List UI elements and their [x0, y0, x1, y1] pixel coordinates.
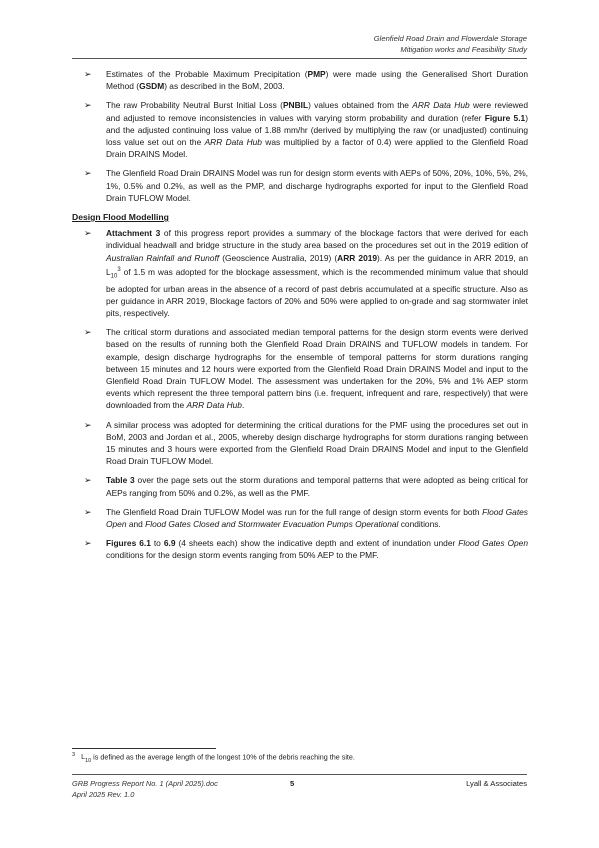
bold-term: PMP — [307, 69, 326, 79]
italic-term: Australian Rainfall and Runoff — [106, 252, 220, 263]
list-item — [72, 326, 528, 411]
list-item — [72, 474, 528, 498]
footnote — [72, 752, 355, 764]
figure-reference: 6.9 — [163, 538, 176, 549]
footer-document-info — [72, 779, 218, 800]
bold-term: PNBIL — [282, 100, 309, 111]
bullet-list-top — [72, 68, 528, 204]
section-heading: Design Flood Modelling — [72, 212, 169, 223]
header-subtitle: Mitigation works and Feasibility Study — [400, 44, 527, 54]
text: ) and the adjusted continuing loss value of 1.88 mm/hr (derived by multiplying the raw (or unadjusted) continuing loss value set out on the — [106, 112, 528, 148]
text: of this progress report provides a summary of the blockage factors that were derived for each individual headwall and bridge structure in the study area based on the procedures set out in the 2019 edition of — [106, 228, 528, 251]
bold-term: GSDM — [139, 81, 165, 92]
arrow-bullet-icon: ➢ — [84, 228, 92, 239]
text: and — [126, 518, 146, 529]
text: ) values obtained from the — [308, 100, 413, 111]
footnote-text: is defined as the average length of the longest 10% of the debris reaching the site. — [91, 752, 355, 762]
subscript: 10 — [110, 273, 118, 280]
text: (Geoscience Australia, 2019) ( — [219, 252, 338, 263]
page-number: 5 — [290, 779, 295, 788]
text: ). As per the guidance in ARR 2019, an L — [106, 252, 528, 277]
text: (4 sheets each) show the indicative depth and extent of inundation under — [175, 538, 459, 549]
footnote-marker: 3 — [117, 266, 121, 273]
figure-reference: Figures 6.1 — [106, 538, 151, 549]
italic-term: Flood Gates Closed and Stormwater Evacuation Pumps Operational — [145, 518, 399, 529]
table-reference: Table 3 — [106, 475, 135, 486]
text: ) as described in the BoM, 2003. — [164, 81, 285, 92]
footer-company: Lyall & Associates — [466, 779, 527, 788]
arrow-bullet-icon: ➢ — [84, 419, 92, 430]
text: A similar process was adopted for determining the critical durations for the PMF using the procedures set out in BoM, 2003 and Jordan et al., 2005, whereby design discharge hydrographs for storm durations ranging between 15 minutes and 3 hours were exported from the Glenfield Road Drain DRAINS Model and input to the Glenfield Road Drain TUFLOW Model. — [106, 419, 528, 467]
text: The critical storm durations and associated median temporal patterns for the design storm events were derived based on the results of running both the Glenfield Road Drain DRAINS and TUFLOW models in tandem. For example, design discharge hydrographs for the ensemble of temporal patterns for storm durations ranging between 15 minutes and 12 hours were exported from the Glenfield Road Drain DRAINS Model and input to the Glenfield Road Drain TUFLOW Model. The assessment was undertaken for the 20%, 5% and 1% AEP storm events which represent the three temporal pattern bins (i.e. frequent, infrequent and rare, respectively) that were downloaded from the — [106, 327, 528, 411]
text: was multiplied by a factor of 0.4) were applied to the Glenfield Road Drain DRAINS Model. — [106, 137, 529, 160]
arrow-bullet-icon: ➢ — [84, 100, 92, 111]
italic-term: ARR Data Hub — [204, 137, 262, 148]
footnote-number: 3 — [72, 752, 76, 758]
page-header — [374, 34, 527, 55]
arrow-bullet-icon: ➢ — [84, 538, 92, 549]
arrow-bullet-icon: ➢ — [84, 168, 92, 179]
page-body — [72, 68, 528, 569]
text: L — [81, 752, 86, 762]
list-item — [72, 419, 528, 468]
footer-revision: April 2025 Rev. 1.0 — [72, 789, 135, 799]
text: to — [150, 538, 164, 549]
text: over the page sets out the storm durations and temporal patterns that were adopted as being critical for AEPs ranging from 50% and 0.2%, as well as the PMF. — [106, 475, 528, 498]
list-item — [72, 99, 528, 160]
italic-term: ARR Data Hub — [412, 100, 470, 111]
list-item — [72, 227, 528, 319]
figure-reference: Figure 5.1 — [484, 112, 526, 123]
bullet-list-main — [72, 227, 528, 561]
header-title: Glenfield Road Drain and Flowerdale Storage — [373, 34, 527, 43]
list-item — [72, 167, 528, 204]
footer-divider — [72, 774, 527, 775]
italic-term: Flood Gates Open — [458, 538, 528, 549]
bold-term: ARR 2019 — [337, 252, 378, 263]
attachment-reference: Attachment 3 — [106, 228, 161, 239]
arrow-bullet-icon: ➢ — [84, 327, 92, 338]
text: were reviewed and adjusted to remove inconsistencies in values with varying storm probability and duration (refer — [106, 100, 528, 123]
text: The Glenfield Road Drain TUFLOW Model was run for the full range of design storm events for both — [106, 506, 483, 517]
italic-term: Flood Gates Open — [106, 506, 528, 529]
text: The Glenfield Road Drain DRAINS Model was run for design storm events with AEPs of 50%, 20%, 10%, 5%, 2%, 1%, 0.5% and 0.2%, as well as the PMP, and discharge hydrographs exported for input to the Glenfield Road Drain TUFLOW Model. — [106, 168, 528, 203]
arrow-bullet-icon: ➢ — [84, 475, 92, 486]
italic-term: ARR Data Hub — [186, 400, 242, 411]
text: Estimates of the Probable Maximum Precipitation ( — [106, 69, 308, 79]
footnote-divider — [72, 748, 216, 749]
subscript: 10 — [85, 757, 92, 764]
text: of 1.5 m was adopted for the blockage assessment, which is the recommended minimum value that should be adopted for urban areas in the absence of a record of past debris accumulated at a specific structure. Also as per guidance in ARR 2019, Blockage factors of 20% and 50% were applied to on-grade and sag stormwater inlet pits, respectively. — [106, 266, 528, 318]
arrow-bullet-icon: ➢ — [84, 69, 92, 79]
text: conditions for the design storm events ranging from 50% AEP to the PMF. — [106, 550, 379, 561]
text: The raw Probability Neutral Burst Initial Loss ( — [106, 100, 283, 111]
arrow-bullet-icon: ➢ — [84, 506, 92, 517]
text: ) were made using the Generalised Short Duration Method ( — [106, 69, 528, 92]
header-divider — [72, 58, 527, 59]
list-item — [72, 537, 528, 561]
text: conditions. — [398, 518, 441, 529]
list-item — [72, 68, 528, 92]
list-item — [72, 506, 528, 530]
text: . — [241, 400, 245, 411]
footer-filename: GRB Progress Report No. 1 (April 2025).doc — [72, 779, 218, 788]
